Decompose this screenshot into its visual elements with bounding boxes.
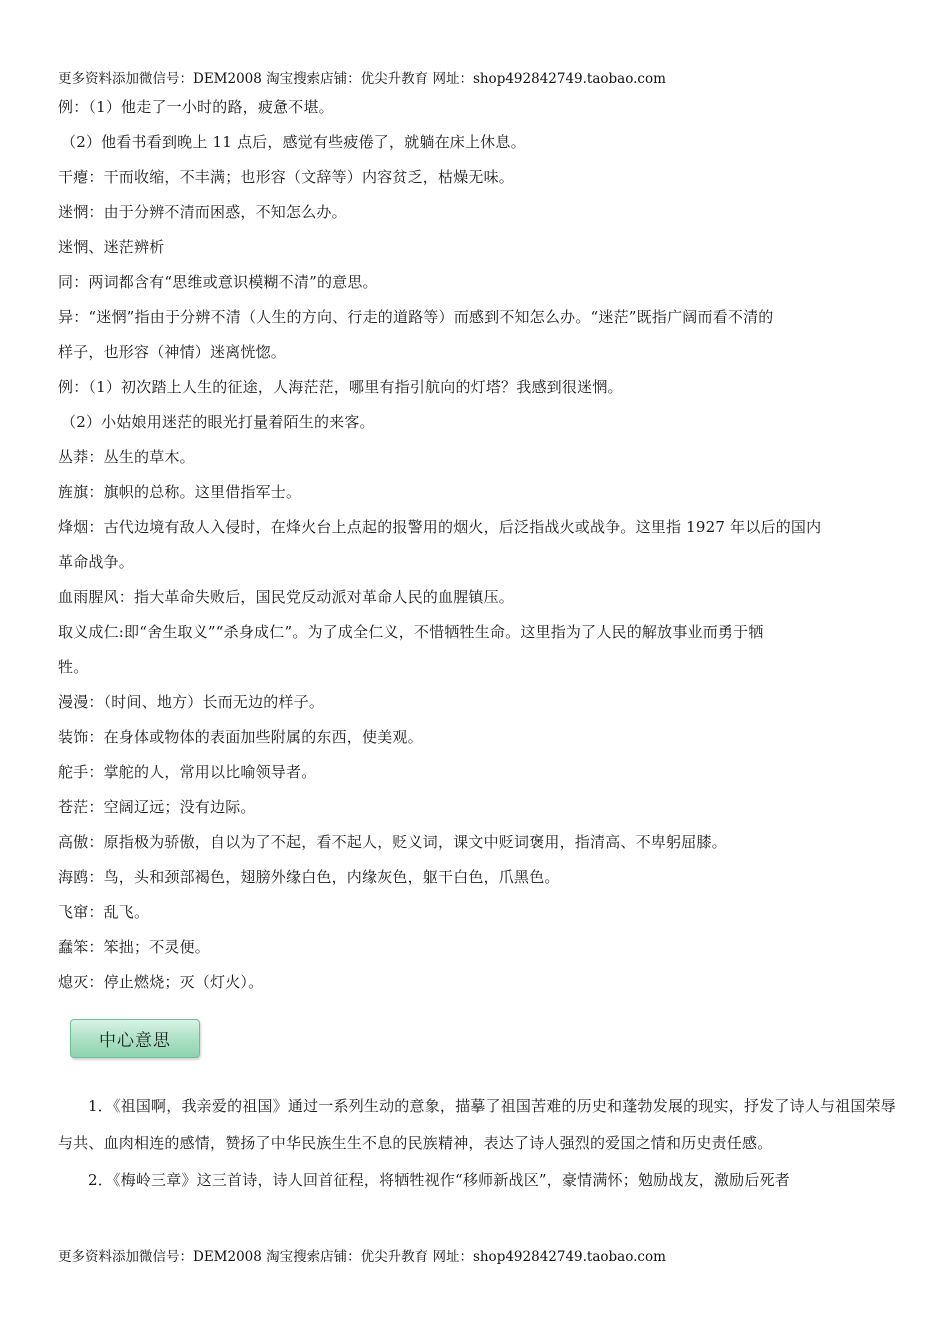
text-line: （2）小姑娘用迷茫的眼光打量着陌生的来客。 — [61, 413, 375, 431]
text-line: 熄灭：停止燃烧；灭（灯火）。 — [58, 973, 264, 991]
text-line: 飞窜：乱飞。 — [58, 903, 150, 921]
text-line: 同：两词都含有“思维或意识模糊不清”的意思。 — [58, 273, 378, 291]
page-footer: 更多资料添加微信号：DEM2008 淘宝搜索店铺：优尖升教育 网址：shop492842749.taobao.com — [58, 1249, 666, 1265]
text-line: 海鸥：鸟，头和颈部褐色，翅膀外缘白色，内缘灰色，躯干白色，爪黑色。 — [58, 868, 560, 886]
page-header: 更多资料添加微信号：DEM2008 淘宝搜索店铺：优尖升教育 网址：shop492842749.taobao.com — [58, 71, 666, 87]
text-line: 蠢笨：笨拙；不灵便。 — [58, 938, 211, 956]
text-line: 例：（1）他走了一小时的路，疲惫不堪。 — [58, 98, 334, 116]
text-line: （2）他看书看到晚上 11 点后，感觉有些疲倦了，就躺在床上休息。 — [61, 133, 526, 151]
text-line: 例：（1）初次踏上人生的征途，人海茫茫，哪里有指引航向的灯塔？我感到很迷惘。 — [58, 378, 623, 396]
text-line: 牲。 — [58, 658, 89, 676]
text-line: 高傲：原指极为骄傲，自以为了不起，看不起人，贬义词，课文中贬词褒用，指清高、不卑躬屈膝。 — [58, 833, 727, 851]
vocabulary-list — [58, 90, 896, 1000]
text-line: 异：“迷惘”指由于分辨不清（人生的方向、行走的道路等）而感到不知怎么办。“迷茫”既指广阔而看不清的 — [58, 308, 774, 326]
text-line: 丛莽：丛生的草木。 — [58, 448, 195, 466]
text-line: 迷惘、迷茫辨析 — [58, 238, 165, 256]
text-line: 取义成仁:即“舍生取义”“杀身成仁”。为了成全仁义，不惜牺牲生命。这里指为了人民的解放事业而勇于牺 — [58, 623, 764, 641]
text-line: 装饰：在身体或物体的表面加些附属的东西，使美观。 — [58, 728, 423, 746]
text-line: 样子，也形容（神情）迷离恍惚。 — [58, 343, 287, 361]
text-line: 干瘪：干而收缩，不丰满；也形容（文辞等）内容贫乏，枯燥无味。 — [58, 168, 515, 186]
text-line: 舵手：掌舵的人，常用以比喻领导者。 — [58, 763, 317, 781]
text-line: 血雨腥风：指大革命失败后，国民党反动派对革命人民的血腥镇压。 — [58, 588, 515, 606]
text-line: 旌旗：旗帜的总称。这里借指军士。 — [58, 483, 302, 501]
text-line: 烽烟：古代边境有敌人入侵时，在烽火台上点起的报警用的烟火，后泛指战火或战争。这里指 1927 年以后的国内 — [58, 518, 822, 536]
section-title-badge: 中心意思 — [70, 1019, 200, 1058]
paragraph: 1．《祖国啊，我亲爱的祖国》通过一系列生动的意象，描摹了祖国苦难的历史和蓬勃发展的现实，抒发了诗人与祖国荣辱与共、血肉相连的感情，赞扬了中华民族生生不息的民族精神，表达了诗人强烈的爱国之情和历史责任感。 — [58, 1097, 896, 1152]
central-idea-section — [58, 1088, 896, 1199]
text-line: 苍茫：空阔辽远；没有边际。 — [58, 798, 256, 816]
text-line: 漫漫：（时间、地方）长而无边的样子。 — [58, 693, 325, 711]
text-line: 迷惘：由于分辨不清而困惑，不知怎么办。 — [58, 203, 347, 221]
paragraph: 2．《梅岭三章》这三首诗，诗人回首征程，将牺牲视作“移师新战区”，豪情满怀；勉励战友，激励后死者 — [88, 1171, 790, 1189]
text-line: 革命战争。 — [58, 553, 135, 571]
